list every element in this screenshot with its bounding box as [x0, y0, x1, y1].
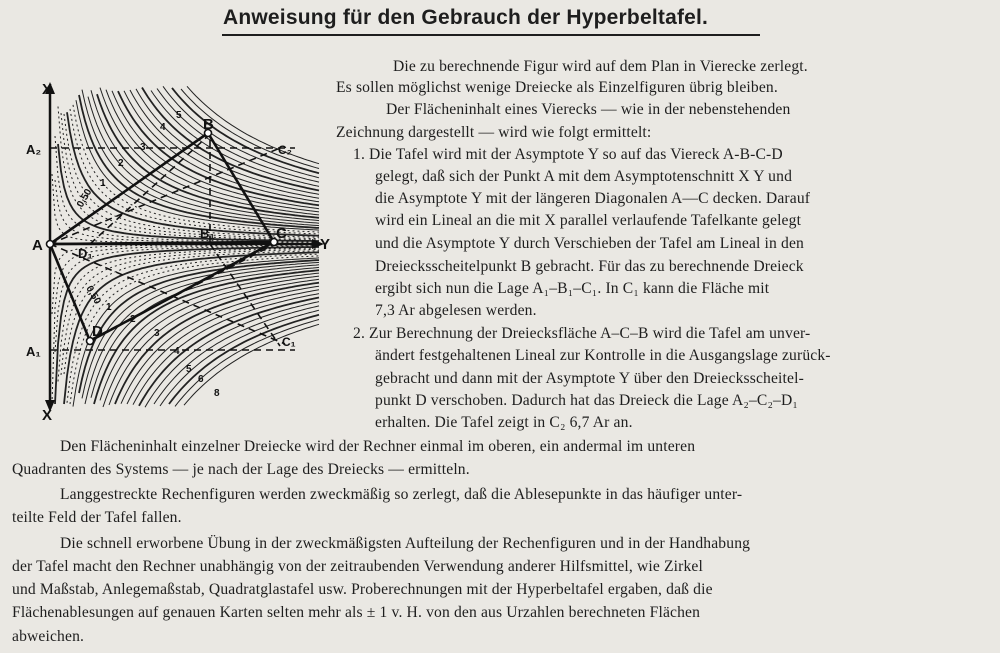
text-line-21: teilte Feld der Tafel fallen.: [12, 509, 182, 526]
curve-label-1-lower: 1: [106, 302, 112, 313]
curve-label-3-lower: 3: [154, 328, 160, 339]
curve-label-2-lower: 2: [130, 314, 136, 325]
label-c: C: [276, 225, 287, 242]
label-d: D: [92, 323, 103, 340]
label-b1: B₁: [200, 226, 215, 241]
text-line-23: der Tafel macht den Rechner unabhängig von der zeitraubenden Verwendung anderer Hilfsmittel, wie Zirkel: [12, 558, 703, 575]
curve-label-5-lower: 5: [186, 364, 192, 375]
label-y: Y: [320, 236, 331, 253]
label-d1: D₁: [78, 246, 93, 261]
page-title: Anweisung für den Gebrauch der Hyperbeltafel.: [223, 6, 709, 29]
text-line-10: Dreiecksscheitelpunkt B gebracht. Für das zu berechnende Dreieck: [375, 258, 804, 275]
text-line-14: ändert festgehaltenen Lineal zur Kontrolle in die Ausgangslage zurück-: [375, 347, 831, 364]
text-line-16: punkt D verschoben. Dadurch hat das Dreieck die Lage A₂–C₂–D₁: [375, 392, 798, 409]
label-a2: A₂: [26, 142, 42, 157]
hyperbola-curve: [175, 320, 319, 407]
curve-label-3-upper: 3: [140, 142, 146, 153]
hyperbola-curve: [133, 294, 319, 405]
text-line-17: erhalten. Die Tafel zeigt in C₂ 6,7 Ar an.: [375, 414, 633, 431]
hyperbola-curve: [64, 114, 319, 237]
text-line-24: und Maßstab, Anlegemaßstab, Quadratglastafel usw. Proberechnungen mit der Hyperbeltafel ergaben, daß die: [12, 581, 713, 598]
curve-label-1-upper: 1: [100, 178, 106, 189]
curve-label-4-upper: 4: [160, 122, 166, 133]
text-line-2: Es sollen möglichst wenige Dreiecke als Einzelfiguren übrig bleiben.: [336, 79, 778, 96]
text-line-4: Zeichnung dargestellt — wird wie folgt ermittelt:: [336, 124, 652, 141]
text-line-1: Die zu berechnende Figur wird auf dem Plan in Vierecke zerlegt.: [393, 58, 808, 75]
text-line-6: gelegt, daß sich der Punkt A mit dem Asymptotenschnitt X Y und: [375, 168, 793, 185]
curve-label-050-upper: 0,50: [75, 187, 95, 210]
hyperbola-curve: [73, 258, 319, 407]
curve-label-6-lower: 6: [198, 374, 204, 385]
curve-label-4-lower: 4: [174, 346, 180, 357]
label-x-bottom: X: [42, 407, 53, 424]
label-a: A: [32, 237, 43, 254]
text-line-3: Der Flächeninhalt eines Vierecks — wie in der nebenstehenden: [386, 101, 791, 118]
hyperbola-diagram: [20, 78, 331, 424]
text-line-18: Den Flächeninhalt einzelner Dreiecke wird der Rechner einmal im oberen, ein andermal im unteren: [60, 438, 696, 455]
label-c2: C₂: [278, 143, 292, 157]
text-line-9: und die Asymptote Y durch Verschieben der Tafel am Lineal in den: [375, 235, 804, 252]
hyperbola-curve: [91, 267, 319, 397]
curve-label-2-upper: 2: [118, 158, 124, 169]
hyperbola-curve: [67, 254, 319, 403]
label-c1: C₁: [282, 335, 296, 349]
label-x-top: X: [42, 81, 53, 98]
hyperbola-curve: [136, 89, 319, 194]
text-line-19: Quadranten des Systems — je nach der Lage des Dreiecks — ermitteln.: [12, 461, 470, 478]
text-line-7: die Asymptote Y mit der längeren Diagonalen A—C decken. Darauf: [375, 190, 811, 207]
text-line-15: gebracht und dann mit der Asymptote Y über den Dreiecksscheitel-: [375, 370, 804, 387]
label-a1: A₁: [26, 344, 41, 359]
text-line-20: Langgestreckte Rechenfiguren werden zweckmäßig so zerlegt, daß die Ablesepunkte in das häufiger unter-: [60, 486, 743, 503]
hyperbola-curve: [64, 251, 319, 374]
curve-label-5-upper: 5: [176, 110, 182, 121]
text-line-25: Flächenablesungen auf genauen Karten selten mehr als ± 1 v. H. von den aus Urzahlen berechneten Flächen: [12, 604, 701, 621]
text-line-13: 2. Zur Berechnung der Dreiecksfläche A–C–B wird die Tafel am unver-: [353, 325, 811, 342]
curve-label-050-lower: 0,50: [83, 284, 103, 307]
text-line-26: abweichen.: [12, 628, 85, 645]
text-line-5: 1. Die Tafel wird mit der Asymptote Y so auf das Viereck A-B-C-D: [353, 146, 783, 163]
curve-label-8-lower: 8: [214, 388, 220, 399]
text-line-22: Die schnell erworbene Übung in der zweckmäßigsten Aufteilung der Rechenfiguren und in der Handhabung: [60, 535, 751, 552]
hyperbola-curve: [169, 315, 319, 404]
text-line-11: ergibt sich nun die Lage A₁–B₁–C₁. In C₁ kann die Fläche mit: [375, 280, 770, 297]
title-underline: [222, 34, 760, 36]
hyperbola-curve: [172, 88, 319, 173]
hyperbola-curve: [139, 298, 319, 406]
text-line-12: 7,3 Ar abgelesen werden.: [375, 302, 537, 319]
text-line-8: wird ein Lineal an die mit X parallel verlaufende Tafelkante gelegt: [375, 212, 802, 229]
label-b: B: [203, 116, 214, 133]
